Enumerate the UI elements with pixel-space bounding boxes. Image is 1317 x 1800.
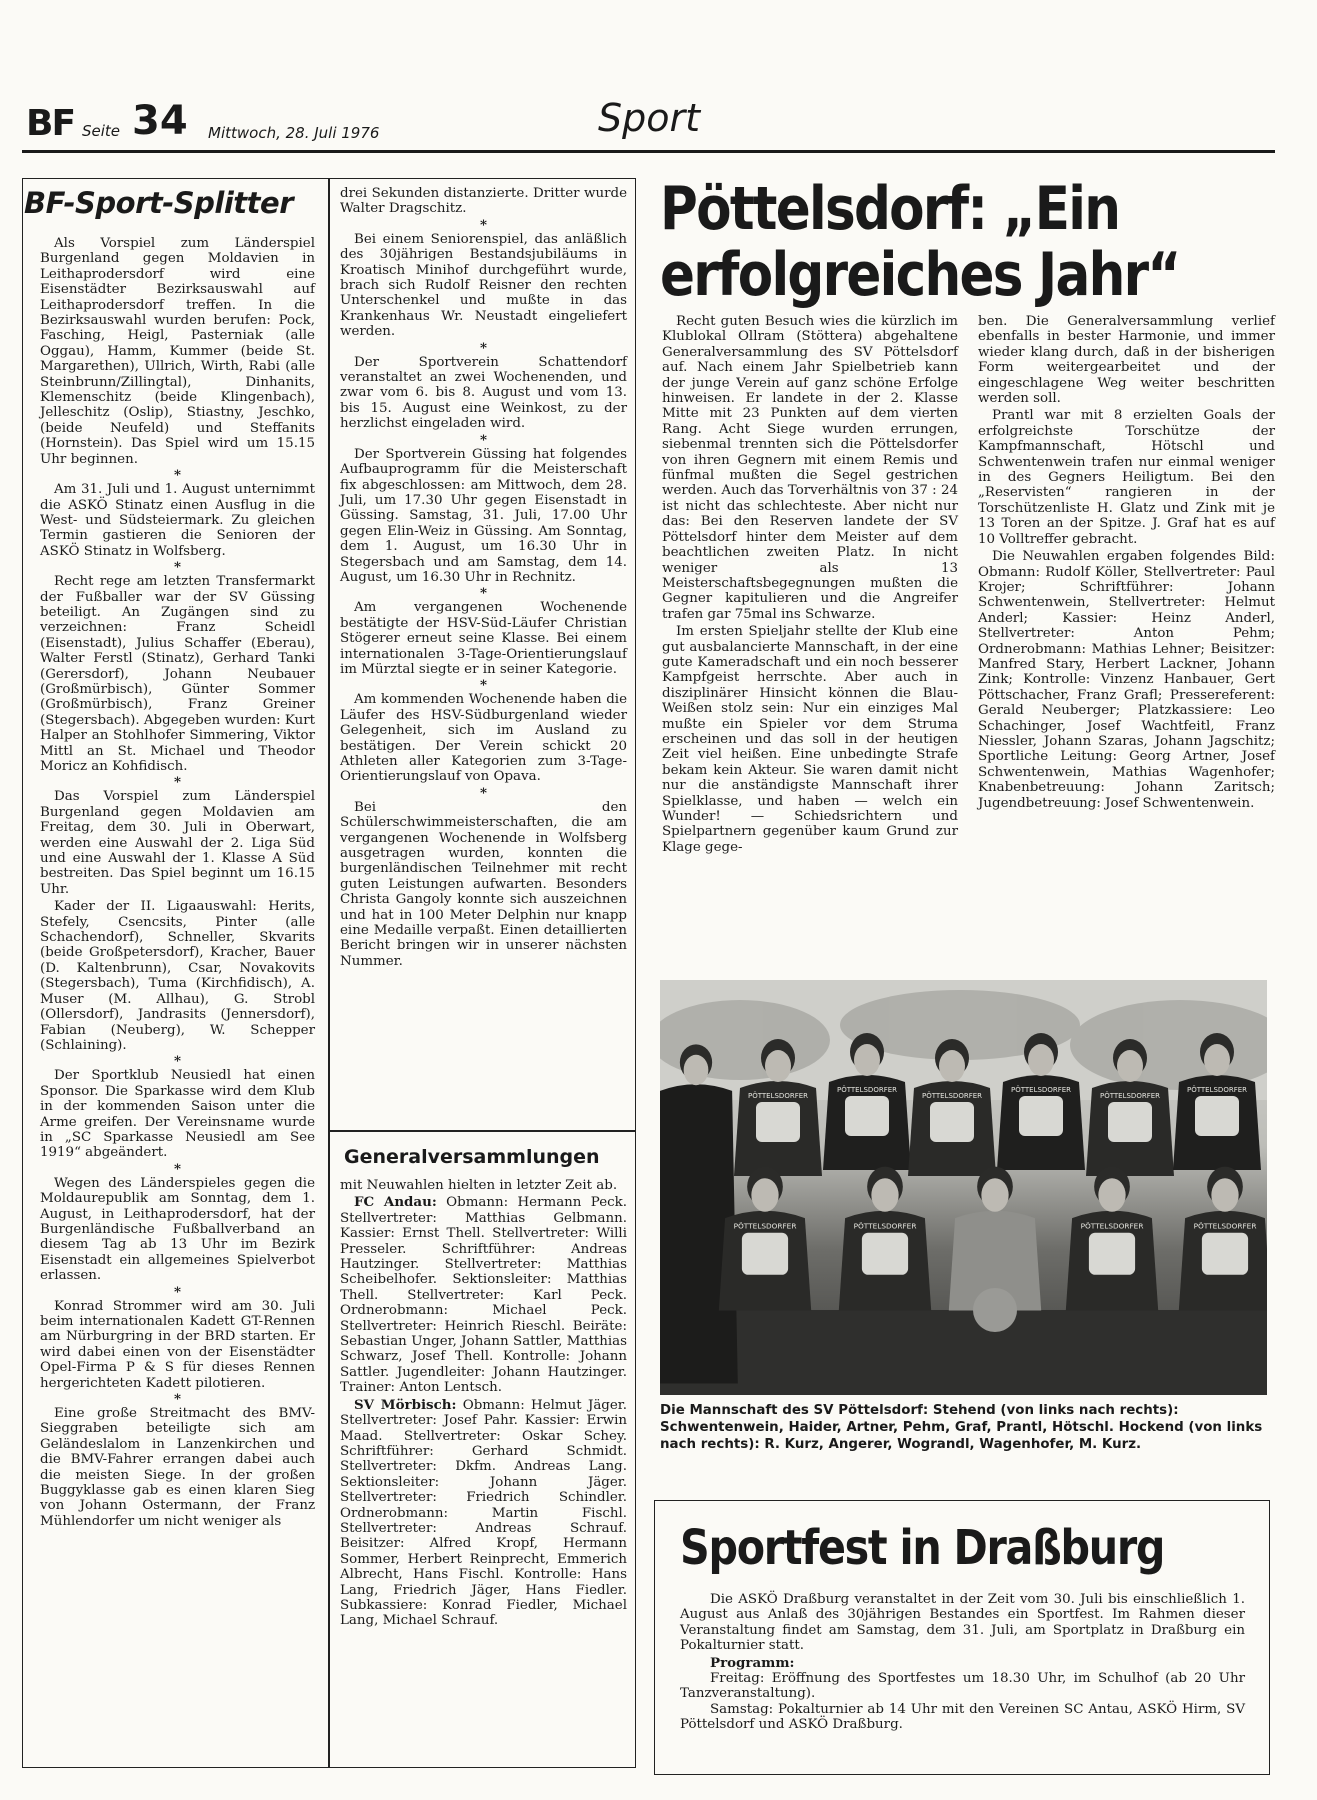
splitter-item: Am kommenden Wochenende haben die Läufer des HSV-Südburgenland wieder Gelegenheit, sich im Ausland zu bestätigen. Der Verein schickt 20 Athleten aller Kategorien zum 3-Tage-Orientierungslauf von Opava. bbox=[340, 692, 627, 785]
splitter-item: Recht rege am letzten Transfermarkt der Fußballer war der SV Güssing beteiligt. An Zugängen sind zu verzeichnen: Franz Scheidl (Eisenstadt), Julius Schaffer (Eberau), Walter Ferstl (Stinatz), Gerhard Tanki (Gerersdorf), Johann Neubauer (Großmürbisch), Günter Sommer (Großmürbisch), Franz Greiner (Stegersbach). Abgegeben wurden: Kurt Halper an Stohlhofer Simmering, Viktor Mittl an St. Michael und Theodor Moricz an Kohfidisch. bbox=[40, 574, 315, 774]
masthead-rule bbox=[22, 150, 1275, 153]
separator-star: * bbox=[479, 677, 487, 694]
page-number: 34 bbox=[132, 98, 188, 144]
splitter-column-2 bbox=[340, 186, 627, 971]
club-name: FC Andau: bbox=[354, 1194, 437, 1211]
club-officials: Obmann: Hermann Peck. Stellvertreter: Matthias Gelbmann. Kassier: Ernst Thell. Stellvertreter: Willi Presseler. Schriftführer: Andreas Hautzinger. Stellvertreter: Matthias Scheibelhofer. Sektionsleiter: Matthias Thell. Stellvertreter: Karl Peck. Ordnerobmann: Michael Peck. Stellvertreter: Heinrich Rieschl. Beiräte: Sebastian Unger, Johann Sattler, Matthias Schwarz, Josef Thell. Kontrolle: Johann Sattler. Jugendleiter: Johann Hautzinger. Trainer: Anton Lentsch. bbox=[340, 1195, 627, 1396]
club-name: SV Mörbisch: bbox=[354, 1396, 457, 1413]
photo-caption: Die Mannschaft des SV Pöttelsdorf: Stehend (von links nach rechts): Schwentenwein, Haider, Artner, Pehm, Graf, Prantl, Hötschl. Hockend (von links nach rechts): R. Kurz, Angerer, Wograndl, Wagenhofer, M. Kurz. bbox=[660, 1403, 1263, 1452]
jersey-lettering: PÖTTELSDORFER bbox=[1193, 1221, 1257, 1231]
separator-star: * bbox=[479, 339, 487, 356]
separator-star: * bbox=[479, 216, 487, 233]
splitter-column-1 bbox=[40, 236, 315, 1531]
jersey-lettering: PÖTTELSDORFER bbox=[853, 1221, 917, 1231]
genv-andau bbox=[340, 1195, 627, 1395]
jersey-lettering: PÖTTELSDORFER bbox=[1080, 1221, 1144, 1231]
article-paragraph: ben. Die Generalversammlung verlief ebenfalls in bester Harmonie, und immer wieder klang durch, daß in der bisherigen Form weitergearbeitet und der eingeschlagene Weg weiter beschritten werden soll. bbox=[978, 314, 1275, 407]
headline-line-1: Pöttelsdorf: „Ein bbox=[660, 174, 1120, 244]
separator-star: * bbox=[173, 1283, 181, 1300]
kneeling-row bbox=[719, 1167, 1267, 1332]
separator-star: * bbox=[173, 1160, 181, 1177]
jersey-lettering: PÖTTELSDORFER bbox=[921, 1092, 983, 1100]
article-column-1 bbox=[662, 314, 958, 857]
separator-star: * bbox=[173, 467, 181, 484]
splitter-item: Konrad Strommer wird am 30. Juli beim internationalen Kadett GT-Rennen am Nürburgring in der BRD starten. Er wird dabei einen von der Eisenstädter Opel-Firma P & S für dieses Rennen hergerichteten Kadett pilotieren. bbox=[40, 1298, 315, 1391]
team-photo-drawing bbox=[660, 980, 1267, 1395]
football bbox=[973, 1288, 1017, 1332]
program-label: Programm: bbox=[710, 1654, 795, 1671]
separator-star: * bbox=[173, 1391, 181, 1408]
splitter-item: Wegen des Länderspieles gegen die Moldaurepublik am Sonntag, dem 1. August, in Leithaprodersdorf, hat der Burgenländische Fußballverband an diesem Tag ab 13 Uhr im Bezirk Eisenstadt ein allgemeines Spielverbot erlassen. bbox=[40, 1175, 315, 1284]
splitter-item: Das Vorspiel zum Länderspiel Burgenland gegen Moldavien am Freitag, dem 30. Juli in Oberwart, werden eine Auswahl der 2. Liga Süd und eine Auswahl der 1. Klasse A Süd bestreiten. Das Spiel beginnt um 16.15 Uhr. bbox=[40, 789, 315, 897]
page-label: Seite bbox=[82, 122, 121, 140]
separator-star: * bbox=[173, 774, 181, 791]
jersey-lettering: PÖTTELSDORFER bbox=[1099, 1092, 1161, 1100]
genv-intro: mit Neuwahlen hielten in letzter Zeit ab. bbox=[340, 1178, 618, 1193]
jersey-lettering: PÖTTELSDORFER bbox=[836, 1086, 898, 1094]
sportfest-text bbox=[680, 1592, 1245, 1733]
splitter-item: Eine große Streitmacht des BMV-Sieggraben beteiligte sich am Geländeslalom in Lanzenkirchen und die BMV-Fahrer errangen dabei auch die meisten Siege. In der großen Buggyklasse gab es einen klaren Sieg von Johann Ostermann, der Franz Mühlendorfer um nicht weniger als bbox=[40, 1406, 315, 1529]
separator-star: * bbox=[173, 559, 181, 576]
genv-moerbisch bbox=[340, 1398, 627, 1629]
jersey-lettering: PÖTTELSDORFER bbox=[747, 1092, 809, 1100]
splitter-item: Der Sportverein Schattendorf veranstaltet an zwei Wochenenden, und zwar vom 6. bis 8. August und vom 13. bis 15. August eine Weinkost, zu der herzlichst eingeladen wird. bbox=[340, 354, 627, 432]
article-paragraph: Prantl war mit 8 erzielten Goals der erfolgreichste Torschütze der Kampfmannschaft, Hötschl und Schwentenwein trafen nur einmal weniger in des Gegners Heiligtum. Bei den „Reservisten“ rangieren in der Torschützenliste H. Glatz und Zink mit je 13 Toren an der Spitze. J. Graf hat es auf 10 Volltreffer gebracht. bbox=[978, 408, 1275, 547]
splitter-item: Am 31. Juli und 1. August unternimmt die ASKÖ Stinatz einen Ausflug in die West- und Südsteiermark. Zu gleichen Termin gastieren die Senioren der ASKÖ Stinatz in Wolfsberg. bbox=[40, 482, 315, 559]
team-photo bbox=[660, 980, 1267, 1395]
player-figure bbox=[660, 1044, 738, 1383]
separator-star: * bbox=[479, 431, 487, 448]
generalversammlungen-column bbox=[340, 1178, 627, 1631]
splitter-item: Der Sportverein Güssing hat folgendes Aufbauprogramm für die Meisterschaft fix abgeschlossen: am Mittwoch, dem 28. Juli, um 17.30 Uhr gegen Eisenstadt in Güssing. Samstag, 31. Juli, 17.00 Uhr gegen Elin-Weiz in Güssing. Am Sonntag, dem 1. August, um 16.30 Uhr in Stegersbach und am Samstag, dem 14. August, um 16.30 Uhr in Rechnitz. bbox=[340, 446, 627, 585]
splitter-item: Bei einem Seniorenspiel, das anläßlich des 30jährigen Bestandsjubiläums in Kroatisch Minihof durchgeführt wurde, brach sich Rudolf Reisner den rechten Unterschenkel und mußte in das Krankenhaus Wr. Neustadt eingeliefert werden. bbox=[340, 231, 627, 340]
splitter-item: Am vergangenen Wochenende bestätigte der HSV-Süd-Läufer Christian Stögerer erneut seine Klasse. Bei einem internationalen 3-Tage-Orientierungslauf im Mürztal siegte er in seiner Kategorie. bbox=[340, 600, 627, 677]
program-friday: Freitag: Eröffnung des Sportfestes um 18.30 Uhr, im Schulhof (ab 20 Uhr Tanzveranstaltung). bbox=[680, 1671, 1245, 1702]
splitter-item: Bei den Schülerschwimmeisterschaften, die am vergangenen Wochenende in Wolfsberg ausgetragen wurden, konnten die burgenländischen Teilnehmer mit recht guten Leistungen aufwarten. Besonders Christa Gangoly konnte sich auszeichnen und hat in 100 Meter Delphin nur knapp eine Medaille verpaßt. Einen detaillierten Bericht bringen wir in unserer nächsten Nummer. bbox=[340, 799, 627, 969]
splitter-item: drei Sekunden distanzierte. Dritter wurde Walter Dragschitz. bbox=[340, 186, 627, 217]
splitter-item: Der Sportklub Neusiedl hat einen Sponsor. Die Sparkasse wird dem Klub in der kommenden Saison unter die Arme greifen. Der Vereinsname wurde in „SC Sparkasse Neusiedl am See 1919“ abgeändert. bbox=[40, 1068, 315, 1161]
jersey-lettering: PÖTTELSDORFER bbox=[1010, 1086, 1072, 1094]
program-saturday: Samstag: Pokalturnier ab 14 Uhr mit den Vereinen SC Antau, ASKÖ Hirm, SV Pöttelsdorf und ASKÖ Draßburg. bbox=[680, 1701, 1245, 1733]
jersey-lettering: PÖTTELSDORFER bbox=[1186, 1086, 1248, 1094]
article-paragraph: Die Neuwahlen ergaben folgendes Bild: Obmann: Rudolf Köller, Stellvertreter: Paul Krojer; Schriftführer: Johann Schwentenwein, Stellvertreter: Helmut Anderl; Kassier: Heinz Anderl, Stellvertreter: Anton Pehm; Ordnerobmann: Mathias Lehner; Beisitzer: Manfred Stary, Herbert Lackner, Johann Zink; Kontrolle: Vinzenz Hanbauer, Gert Pöttschacher, Franz Grafl; Pressereferent: Gerald Neuberger; Platzkassiere: Leo Schachinger, Josef Wachtfeitl, Franz Niessler, Johann Szaras, Johann Jagschitz; Sportliche Leitung: Georg Artner, Josef Schwentenwein, Mathias Wagenhofer; Knabenbetreuung: Johann Zaritsch; Jugendbetreuung: Josef Schwentenwein. bbox=[978, 549, 1275, 811]
section-title: Sport bbox=[598, 96, 701, 140]
player-figure bbox=[839, 1167, 931, 1311]
generalversammlungen-title: Generalversammlungen bbox=[344, 1146, 600, 1168]
player-figure bbox=[1066, 1167, 1158, 1311]
splitter-item: Kader der II. Ligaauswahl: Herits, Stefely, Csencsits, Pinter (alle Schachendorf), Schneller, Skvarits (beide Großpetersdorf), Kracher, Bauer (D. Kaltenbrunn), Csar, Novakovits (Stegersbach), Tuma (Kirchfidisch), A. Muser (M. Allhau), G. Strobl (Ollersdorf), Jandrasits (Jennersdorf), Fabian (Neuberg), W. Schepper (Schlaining). bbox=[40, 899, 315, 1053]
splitter-item: Als Vorspiel zum Länderspiel Burgenland gegen Moldavien in Leithaprodersdorf wird eine Eisenstädter Bezirksauswahl auf Leithaprodersdorf treffen. In die Bezirksauswahl wurden berufen: Pock, Fasching, Heigl, Pasterniak (alle Oggau), Hamm, Kummer (beide St. Margarethen), Ullrich, Wirth, Rabi (alle Steinbrunn/Zillingtal), Dinhanits, Klemenschitz (beide Klingenbach), Jelleschitz (Oslip), Stiastny, Jeschko, (beide Neufeld) und Steffanits (Hornstein). Das Spiel wird um 15.15 Uhr beginnen. bbox=[40, 236, 315, 467]
sportfest-intro: Die ASKÖ Draßburg veranstaltet in der Zeit vom 30. Juli bis einschließlich 1. August aus Anlaß des 30jährigen Bestandes ein Sportfest. Im Rahmen dieser Veranstaltung findet am Samstag, dem 31. Juli, am Sportplatz in Draßburg ein Pokalturnier statt. bbox=[680, 1592, 1245, 1654]
player-figure bbox=[1179, 1167, 1267, 1311]
column-divider bbox=[328, 178, 330, 1768]
separator-star: * bbox=[479, 585, 487, 602]
article-paragraph: Recht guten Besuch wies die kürzlich im Klublokal Ollram (Stöttera) abgehaltene Generalversammlung des SV Pöttelsdorf auf. Nach einem Jahr Spielbetrieb kann der junge Verein auf ganz schöne Erfolge hinweisen. Er landete in der 2. Klasse Mitte mit 23 Punkten auf dem vierten Rang. Acht Siege wurden errungen, siebenmal trennten sich die Pöttelsdorfer von ihren Gegnern mit einem Remis und fünfmal mußten die Segel gestrichen werden. Auch das Torverhältnis von 37 : 24 ist nicht das schlechteste. Aber nicht nur das: Bei den Reserven landete der SV Pöttelsdorf hinter dem Meister auf dem beachtlichen zweiten Platz. In nicht weniger als 13 Meisterschaftsbegegnungen mußten die Gegner kapitulieren und die Angreifer trafen gar 75mal ins Schwarze. bbox=[662, 314, 958, 622]
genv-divider bbox=[328, 1130, 636, 1132]
separator-star: * bbox=[479, 784, 487, 801]
article-column-2 bbox=[978, 314, 1275, 813]
headline-line-2: erfolgreiches Jahr“ bbox=[660, 240, 1180, 310]
splitter-title: BF-Sport-Splitter bbox=[24, 186, 293, 220]
article-paragraph: Im ersten Spieljahr stellte der Klub eine gut ausbalancierte Mannschaft, in der eine gute Kameradschaft und ein noch besserer Kampfgeist herrschte. Aber auch in disziplinärer Hinsicht können die Blau-Weißen stolz sein: Nur ein einziges Mal mußte ein Spieler vor dem Struma erscheinen und das soll in der heutigen Zeit viel heißen. Eine unbedingte Strafe bekam kein Akteur. Sie waren damit nicht nur die anständigste Mannschaft ihrer Spielklasse, und haben — welch ein Wunder! — Schiedsrichtern und Spielpartnern gegenüber kaum Grund zur Klage gege- bbox=[662, 624, 958, 855]
separator-star: * bbox=[173, 1053, 181, 1070]
newspaper-logo: BF bbox=[26, 103, 75, 144]
sportfest-title: Sportfest in Draßburg bbox=[680, 1520, 1165, 1576]
jersey-lettering: PÖTTELSDORFER bbox=[733, 1221, 797, 1231]
club-officials: Obmann: Helmut Jäger. Stellvertreter: Josef Pahr. Kassier: Erwin Maad. Stellvertreter: Oskar Schey. Schriftführer: Gerhard Schmidt. Stellvertreter: Dkfm. Andreas Lang. Sektionsleiter: Johann Jäger. Stellvertreter: Friedrich Schindler. Ordnerobmann: Martin Fischl. Stellvertreter: Andreas Schrauf. Beisitzer: Alfred Kropf, Hermann Sommer, Herbert Reinprecht, Emmerich Albrecht, Hans Fischl. Kontrolle: Hans Lang, Friedrich Jäger, Hans Fiedler. Subkassiere: Konrad Fiedler, Michael Lang, Michael Schrauf. bbox=[340, 1397, 627, 1629]
issue-date: Mittwoch, 28. Juli 1976 bbox=[208, 124, 380, 142]
article-headline bbox=[660, 176, 1185, 308]
